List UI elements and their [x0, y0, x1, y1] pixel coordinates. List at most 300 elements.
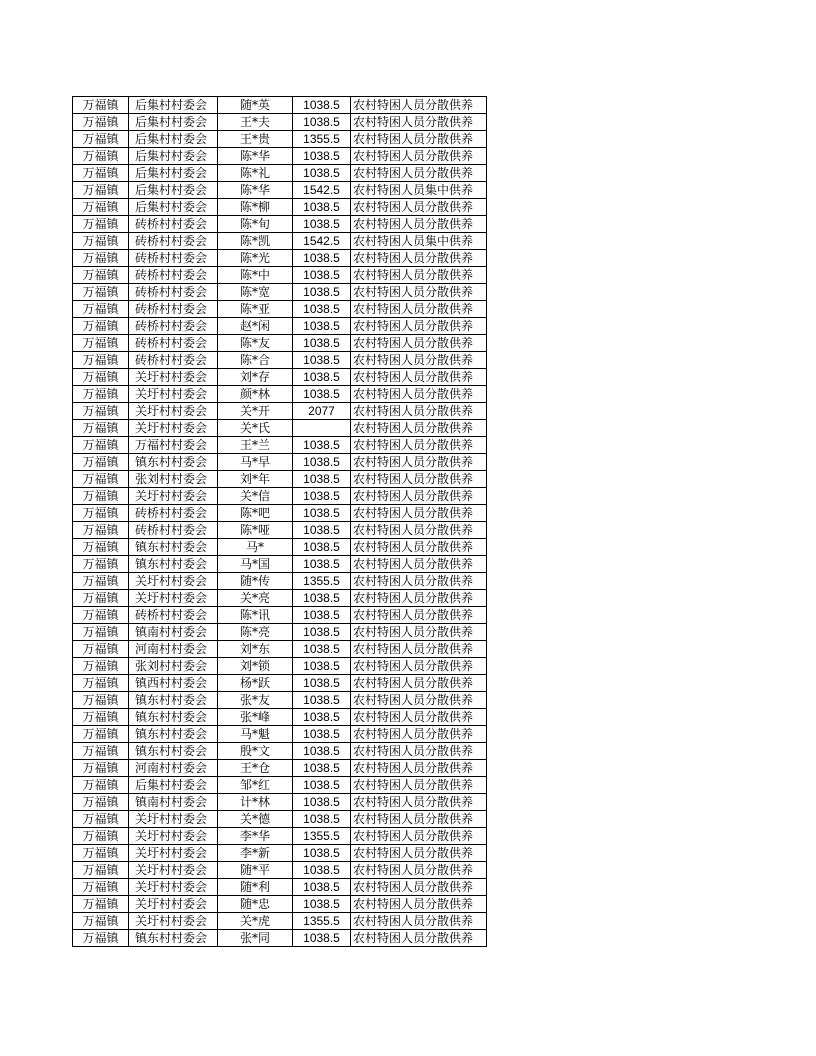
table-row: [73, 352, 487, 369]
amount-cell: 1038.5: [293, 386, 351, 403]
town-cell: 万福镇: [73, 522, 129, 539]
amount-cell: 1542.5: [293, 233, 351, 250]
assistance-type-cell: 农村特困人员分散供养: [351, 318, 487, 335]
name-cell: 陈*亚: [218, 301, 293, 318]
amount-cell: 1038.5: [293, 352, 351, 369]
town-cell: 万福镇: [73, 437, 129, 454]
village-cell: 砖桥村村委会: [129, 233, 218, 250]
name-cell: 随*平: [218, 862, 293, 879]
town-cell: 万福镇: [73, 403, 129, 420]
village-cell: 镇东村村委会: [129, 556, 218, 573]
assistance-type-cell: 农村特困人员分散供养: [351, 454, 487, 471]
name-cell: 陈*亮: [218, 624, 293, 641]
assistance-type-cell: 农村特困人员分散供养: [351, 199, 487, 216]
amount-cell: 1038.5: [293, 522, 351, 539]
table-row: [73, 624, 487, 641]
town-cell: 万福镇: [73, 709, 129, 726]
town-cell: 万福镇: [73, 352, 129, 369]
village-cell: 砖桥村村委会: [129, 267, 218, 284]
name-cell: 关*德: [218, 811, 293, 828]
amount-cell: 1038.5: [293, 216, 351, 233]
town-cell: 万福镇: [73, 862, 129, 879]
village-cell: 河南村村委会: [129, 641, 218, 658]
assistance-type-cell: 农村特困人员分散供养: [351, 437, 487, 454]
town-cell: 万福镇: [73, 131, 129, 148]
village-cell: 关圩村村委会: [129, 828, 218, 845]
village-cell: 砖桥村村委会: [129, 352, 218, 369]
town-cell: 万福镇: [73, 675, 129, 692]
name-cell: 陈*友: [218, 335, 293, 352]
table-row: [73, 454, 487, 471]
village-cell: 后集村村委会: [129, 777, 218, 794]
amount-cell: 1355.5: [293, 828, 351, 845]
amount-cell: 1038.5: [293, 794, 351, 811]
name-cell: 陈*旬: [218, 216, 293, 233]
amount-cell: 1038.5: [293, 726, 351, 743]
assistance-type-cell: 农村特困人员分散供养: [351, 845, 487, 862]
name-cell: 陈*凯: [218, 233, 293, 250]
table-row: [73, 335, 487, 352]
amount-cell: 1038.5: [293, 879, 351, 896]
amount-cell: 1038.5: [293, 777, 351, 794]
town-cell: 万福镇: [73, 845, 129, 862]
town-cell: 万福镇: [73, 386, 129, 403]
town-cell: 万福镇: [73, 590, 129, 607]
village-cell: 张刘村村委会: [129, 658, 218, 675]
town-cell: 万福镇: [73, 913, 129, 930]
town-cell: 万福镇: [73, 335, 129, 352]
assistance-type-cell: 农村特困人员分散供养: [351, 556, 487, 573]
table-row: [73, 318, 487, 335]
assistance-type-cell: 农村特困人员分散供养: [351, 522, 487, 539]
table-row: [73, 930, 487, 947]
village-cell: 关圩村村委会: [129, 879, 218, 896]
table-row: [73, 879, 487, 896]
amount-cell: 1038.5: [293, 607, 351, 624]
village-cell: 关圩村村委会: [129, 369, 218, 386]
assistance-type-cell: 农村特困人员分散供养: [351, 675, 487, 692]
assistance-type-cell: 农村特困人员分散供养: [351, 777, 487, 794]
town-cell: 万福镇: [73, 267, 129, 284]
town-cell: 万福镇: [73, 505, 129, 522]
table-row: [73, 386, 487, 403]
village-cell: 镇南村村委会: [129, 624, 218, 641]
assistance-type-cell: 农村特困人员分散供养: [351, 726, 487, 743]
table-row: [73, 896, 487, 913]
assistance-type-cell: 农村特困人员分散供养: [351, 896, 487, 913]
town-cell: 万福镇: [73, 318, 129, 335]
assistance-type-cell: 农村特困人员分散供养: [351, 930, 487, 947]
town-cell: 万福镇: [73, 726, 129, 743]
table-row: [73, 471, 487, 488]
assistance-type-cell: 农村特困人员分散供养: [351, 471, 487, 488]
name-cell: 李*华: [218, 828, 293, 845]
amount-cell: 1038.5: [293, 692, 351, 709]
amount-cell: [293, 420, 351, 437]
name-cell: 随*利: [218, 879, 293, 896]
assistance-type-cell: 农村特困人员分散供养: [351, 250, 487, 267]
amount-cell: 1038.5: [293, 675, 351, 692]
amount-cell: 1038.5: [293, 709, 351, 726]
town-cell: 万福镇: [73, 539, 129, 556]
village-cell: 张刘村村委会: [129, 471, 218, 488]
village-cell: 后集村村委会: [129, 148, 218, 165]
village-cell: 砖桥村村委会: [129, 335, 218, 352]
table-body: [73, 97, 487, 947]
village-cell: 关圩村村委会: [129, 488, 218, 505]
amount-cell: 1038.5: [293, 471, 351, 488]
assistance-type-cell: 农村特困人员分散供养: [351, 284, 487, 301]
name-cell: 随*英: [218, 97, 293, 114]
village-cell: 镇东村村委会: [129, 692, 218, 709]
amount-cell: 1038.5: [293, 624, 351, 641]
table-row: [73, 114, 487, 131]
name-cell: 刘*年: [218, 471, 293, 488]
town-cell: 万福镇: [73, 573, 129, 590]
table-row: [73, 845, 487, 862]
assistance-type-cell: 农村特困人员分散供养: [351, 352, 487, 369]
assistance-type-cell: 农村特困人员分散供养: [351, 624, 487, 641]
town-cell: 万福镇: [73, 828, 129, 845]
amount-cell: 1038.5: [293, 760, 351, 777]
table-row: [73, 97, 487, 114]
assistance-type-cell: 农村特困人员分散供养: [351, 658, 487, 675]
amount-cell: 1038.5: [293, 505, 351, 522]
amount-cell: 1038.5: [293, 148, 351, 165]
village-cell: 砖桥村村委会: [129, 284, 218, 301]
amount-cell: 1038.5: [293, 590, 351, 607]
name-cell: 颜*林: [218, 386, 293, 403]
town-cell: 万福镇: [73, 148, 129, 165]
village-cell: 后集村村委会: [129, 199, 218, 216]
table-row: [73, 539, 487, 556]
town-cell: 万福镇: [73, 930, 129, 947]
town-cell: 万福镇: [73, 641, 129, 658]
name-cell: 陈*柳: [218, 199, 293, 216]
village-cell: 砖桥村村委会: [129, 607, 218, 624]
village-cell: 镇东村村委会: [129, 930, 218, 947]
name-cell: 陈*吧: [218, 505, 293, 522]
name-cell: 赵*闲: [218, 318, 293, 335]
name-cell: 殷*文: [218, 743, 293, 760]
village-cell: 关圩村村委会: [129, 386, 218, 403]
table-row: [73, 505, 487, 522]
table-row: [73, 250, 487, 267]
village-cell: 关圩村村委会: [129, 845, 218, 862]
amount-cell: 1355.5: [293, 573, 351, 590]
table-row: [73, 777, 487, 794]
table-row: [73, 369, 487, 386]
town-cell: 万福镇: [73, 794, 129, 811]
village-cell: 砖桥村村委会: [129, 250, 218, 267]
amount-cell: 1038.5: [293, 454, 351, 471]
village-cell: 万福村村委会: [129, 437, 218, 454]
village-cell: 后集村村委会: [129, 182, 218, 199]
town-cell: 万福镇: [73, 471, 129, 488]
table-row: [73, 182, 487, 199]
assistance-type-cell: 农村特困人员分散供养: [351, 539, 487, 556]
table-row: [73, 641, 487, 658]
village-cell: 关圩村村委会: [129, 590, 218, 607]
town-cell: 万福镇: [73, 896, 129, 913]
table-row: [73, 131, 487, 148]
town-cell: 万福镇: [73, 607, 129, 624]
name-cell: 陈*光: [218, 250, 293, 267]
table-row: [73, 726, 487, 743]
town-cell: 万福镇: [73, 777, 129, 794]
name-cell: 陈*礼: [218, 165, 293, 182]
name-cell: 邹*红: [218, 777, 293, 794]
amount-cell: 1038.5: [293, 862, 351, 879]
amount-cell: 1038.5: [293, 930, 351, 947]
name-cell: 王*仓: [218, 760, 293, 777]
table-row: [73, 148, 487, 165]
village-cell: 后集村村委会: [129, 131, 218, 148]
amount-cell: 1038.5: [293, 488, 351, 505]
assistance-type-cell: 农村特困人员分散供养: [351, 794, 487, 811]
table-row: [73, 658, 487, 675]
assistance-type-cell: 农村特困人员分散供养: [351, 641, 487, 658]
village-cell: 关圩村村委会: [129, 913, 218, 930]
town-cell: 万福镇: [73, 454, 129, 471]
name-cell: 计*林: [218, 794, 293, 811]
amount-cell: 1038.5: [293, 165, 351, 182]
assistance-type-cell: 农村特困人员分散供养: [351, 590, 487, 607]
village-cell: 镇东村村委会: [129, 726, 218, 743]
assistance-type-cell: 农村特困人员分散供养: [351, 403, 487, 420]
beneficiary-table: [72, 96, 487, 947]
table-row: [73, 828, 487, 845]
town-cell: 万福镇: [73, 624, 129, 641]
name-cell: 王*兰: [218, 437, 293, 454]
town-cell: 万福镇: [73, 199, 129, 216]
amount-cell: 1355.5: [293, 913, 351, 930]
name-cell: 王*贵: [218, 131, 293, 148]
name-cell: 刘*东: [218, 641, 293, 658]
assistance-type-cell: 农村特困人员分散供养: [351, 267, 487, 284]
village-cell: 镇东村村委会: [129, 454, 218, 471]
village-cell: 关圩村村委会: [129, 403, 218, 420]
town-cell: 万福镇: [73, 165, 129, 182]
village-cell: 关圩村村委会: [129, 811, 218, 828]
town-cell: 万福镇: [73, 233, 129, 250]
amount-cell: 1038.5: [293, 335, 351, 352]
table-row: [73, 743, 487, 760]
name-cell: 随*传: [218, 573, 293, 590]
village-cell: 砖桥村村委会: [129, 216, 218, 233]
amount-cell: 1038.5: [293, 267, 351, 284]
town-cell: 万福镇: [73, 182, 129, 199]
town-cell: 万福镇: [73, 488, 129, 505]
name-cell: 陈*宽: [218, 284, 293, 301]
village-cell: 镇西村村委会: [129, 675, 218, 692]
table-row: [73, 301, 487, 318]
assistance-type-cell: 农村特困人员分散供养: [351, 301, 487, 318]
town-cell: 万福镇: [73, 369, 129, 386]
amount-cell: 1038.5: [293, 318, 351, 335]
assistance-type-cell: 农村特困人员分散供养: [351, 488, 487, 505]
assistance-type-cell: 农村特困人员分散供养: [351, 879, 487, 896]
assistance-type-cell: 农村特困人员分散供养: [351, 335, 487, 352]
amount-cell: 1542.5: [293, 182, 351, 199]
town-cell: 万福镇: [73, 420, 129, 437]
amount-cell: 1038.5: [293, 114, 351, 131]
amount-cell: 1038.5: [293, 284, 351, 301]
town-cell: 万福镇: [73, 760, 129, 777]
village-cell: 关圩村村委会: [129, 896, 218, 913]
amount-cell: 1038.5: [293, 199, 351, 216]
name-cell: 王*夫: [218, 114, 293, 131]
table-row: [73, 199, 487, 216]
name-cell: 马*魁: [218, 726, 293, 743]
amount-cell: 1038.5: [293, 845, 351, 862]
name-cell: 关*氏: [218, 420, 293, 437]
table-row: [73, 862, 487, 879]
town-cell: 万福镇: [73, 743, 129, 760]
amount-cell: 1038.5: [293, 301, 351, 318]
assistance-type-cell: 农村特困人员分散供养: [351, 131, 487, 148]
name-cell: 陈*合: [218, 352, 293, 369]
assistance-type-cell: 农村特困人员分散供养: [351, 760, 487, 777]
name-cell: 刘*锁: [218, 658, 293, 675]
table-row: [73, 420, 487, 437]
name-cell: 马*早: [218, 454, 293, 471]
village-cell: 砖桥村村委会: [129, 522, 218, 539]
amount-cell: 1038.5: [293, 658, 351, 675]
name-cell: 李*新: [218, 845, 293, 862]
table-row: [73, 794, 487, 811]
assistance-type-cell: 农村特困人员分散供养: [351, 386, 487, 403]
table-row: [73, 913, 487, 930]
table-row: [73, 216, 487, 233]
name-cell: 陈*哑: [218, 522, 293, 539]
assistance-type-cell: 农村特困人员分散供养: [351, 505, 487, 522]
village-cell: 关圩村村委会: [129, 862, 218, 879]
village-cell: 河南村村委会: [129, 760, 218, 777]
name-cell: 关*开: [218, 403, 293, 420]
name-cell: 张*同: [218, 930, 293, 947]
assistance-type-cell: 农村特困人员集中供养: [351, 233, 487, 250]
assistance-type-cell: 农村特困人员分散供养: [351, 369, 487, 386]
table-row: [73, 522, 487, 539]
town-cell: 万福镇: [73, 879, 129, 896]
amount-cell: 1355.5: [293, 131, 351, 148]
name-cell: 刘*存: [218, 369, 293, 386]
town-cell: 万福镇: [73, 216, 129, 233]
village-cell: 镇东村村委会: [129, 743, 218, 760]
town-cell: 万福镇: [73, 114, 129, 131]
name-cell: 关*亮: [218, 590, 293, 607]
name-cell: 关*信: [218, 488, 293, 505]
assistance-type-cell: 农村特困人员分散供养: [351, 692, 487, 709]
assistance-type-cell: 农村特困人员分散供养: [351, 743, 487, 760]
assistance-type-cell: 农村特困人员分散供养: [351, 862, 487, 879]
name-cell: 随*忠: [218, 896, 293, 913]
amount-cell: 1038.5: [293, 97, 351, 114]
amount-cell: 1038.5: [293, 641, 351, 658]
name-cell: 陈*华: [218, 148, 293, 165]
town-cell: 万福镇: [73, 250, 129, 267]
village-cell: 后集村村委会: [129, 165, 218, 182]
assistance-type-cell: 农村特困人员分散供养: [351, 420, 487, 437]
assistance-type-cell: 农村特困人员分散供养: [351, 165, 487, 182]
village-cell: 砖桥村村委会: [129, 301, 218, 318]
name-cell: 张*友: [218, 692, 293, 709]
amount-cell: 1038.5: [293, 250, 351, 267]
assistance-type-cell: 农村特困人员分散供养: [351, 913, 487, 930]
assistance-type-cell: 农村特困人员分散供养: [351, 148, 487, 165]
table-row: [73, 811, 487, 828]
town-cell: 万福镇: [73, 556, 129, 573]
name-cell: 张*峰: [218, 709, 293, 726]
name-cell: 马*: [218, 539, 293, 556]
name-cell: 关*虎: [218, 913, 293, 930]
town-cell: 万福镇: [73, 97, 129, 114]
assistance-type-cell: 农村特困人员分散供养: [351, 114, 487, 131]
assistance-type-cell: 农村特困人员分散供养: [351, 828, 487, 845]
name-cell: 杨*跃: [218, 675, 293, 692]
table-row: [73, 573, 487, 590]
table-row: [73, 556, 487, 573]
assistance-type-cell: 农村特困人员分散供养: [351, 573, 487, 590]
assistance-type-cell: 农村特困人员分散供养: [351, 216, 487, 233]
amount-cell: 1038.5: [293, 437, 351, 454]
table-row: [73, 692, 487, 709]
assistance-type-cell: 农村特困人员分散供养: [351, 811, 487, 828]
amount-cell: 1038.5: [293, 896, 351, 913]
village-cell: 镇东村村委会: [129, 539, 218, 556]
amount-cell: 1038.5: [293, 743, 351, 760]
amount-cell: 1038.5: [293, 539, 351, 556]
village-cell: 关圩村村委会: [129, 573, 218, 590]
name-cell: 马*国: [218, 556, 293, 573]
table-row: [73, 437, 487, 454]
table-row: [73, 488, 487, 505]
assistance-type-cell: 农村特困人员分散供养: [351, 607, 487, 624]
amount-cell: 1038.5: [293, 811, 351, 828]
assistance-type-cell: 农村特困人员分散供养: [351, 97, 487, 114]
town-cell: 万福镇: [73, 284, 129, 301]
table-row: [73, 590, 487, 607]
village-cell: 关圩村村委会: [129, 420, 218, 437]
village-cell: 砖桥村村委会: [129, 505, 218, 522]
village-cell: 后集村村委会: [129, 97, 218, 114]
village-cell: 镇东村村委会: [129, 709, 218, 726]
table-row: [73, 284, 487, 301]
amount-cell: 1038.5: [293, 369, 351, 386]
table-row: [73, 165, 487, 182]
table-row: [73, 233, 487, 250]
assistance-type-cell: 农村特困人员集中供养: [351, 182, 487, 199]
assistance-type-cell: 农村特困人员分散供养: [351, 709, 487, 726]
village-cell: 砖桥村村委会: [129, 318, 218, 335]
town-cell: 万福镇: [73, 301, 129, 318]
amount-cell: 1038.5: [293, 556, 351, 573]
table-row: [73, 709, 487, 726]
name-cell: 陈*讯: [218, 607, 293, 624]
amount-cell: 2077: [293, 403, 351, 420]
table-row: [73, 760, 487, 777]
table-row: [73, 403, 487, 420]
town-cell: 万福镇: [73, 811, 129, 828]
town-cell: 万福镇: [73, 658, 129, 675]
town-cell: 万福镇: [73, 692, 129, 709]
name-cell: 陈*中: [218, 267, 293, 284]
name-cell: 陈*华: [218, 182, 293, 199]
table-row: [73, 267, 487, 284]
table-row: [73, 607, 487, 624]
table-row: [73, 675, 487, 692]
